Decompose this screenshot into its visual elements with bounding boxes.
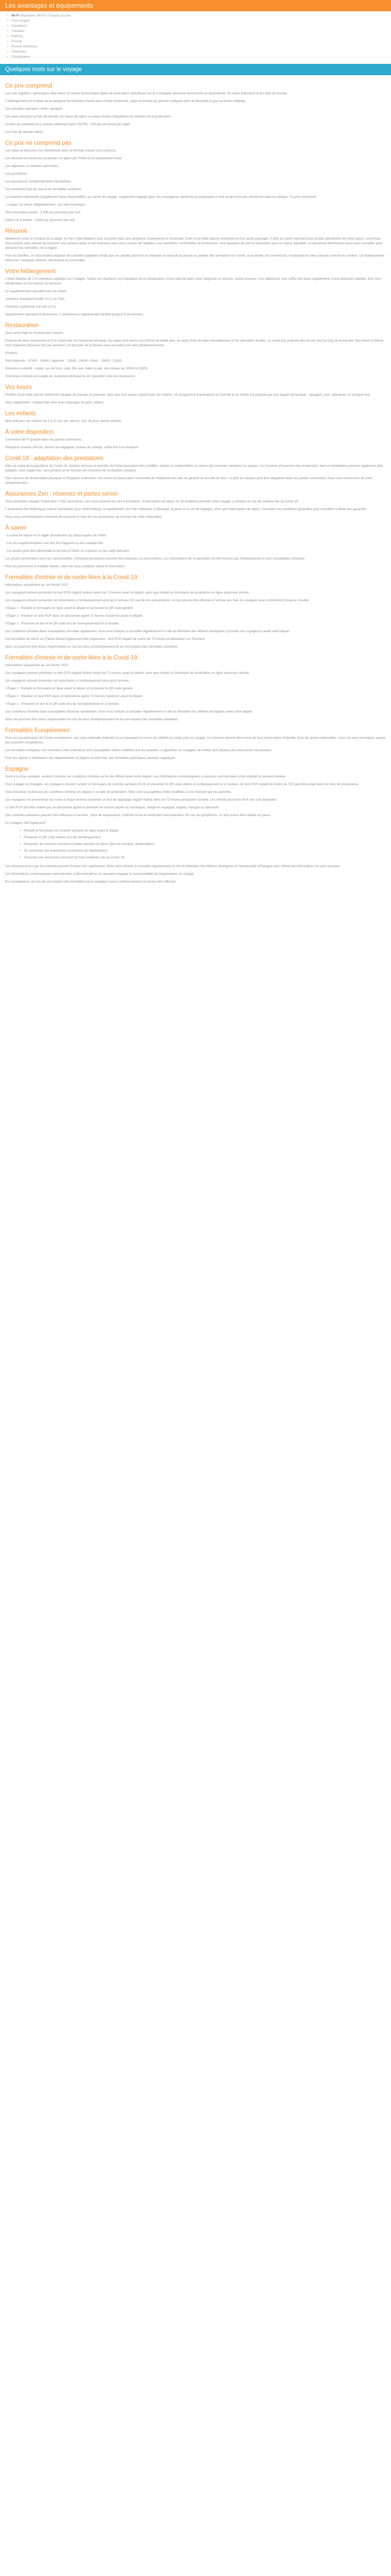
section-bullet-list: [5, 828, 386, 860]
section-paragraph: Les voyageurs doivent présenter un test PCR négatif réalisé moins de 72 heures avant le départ, ainsi que remplir un formulaire de localisation en ligne avant leur arrivée.: [5, 671, 250, 675]
advantage-item: [5, 13, 386, 19]
section-paragraph: L'assurance Zen Multirisque couvre l'annulation pour motif médical, le rapatriement, les frais médicaux à l'étranger, la perte ou le vol de bagages, ainsi que l'interruption de séjour. Consultez les conditions générales pour connaître le détail des garanties.: [5, 507, 368, 511]
section-paragraph: Les conditions d'entrée étant susceptibles d'évoluer rapidement, nous vous invitons à consulter régulièrement le site du Ministère des Affaires étrangères (Conseils aux voyageurs) avant votre départ.: [5, 630, 290, 633]
section-paragraph: Chambre supérieure vue mer (2+1).: [5, 305, 57, 309]
section-paragraph: Avec supplément : espace bien-être avec massages et soins, billard.: [5, 401, 104, 404]
section-band: Quelques mots sur le voyage: [0, 64, 391, 75]
section-paragraph: Les éventuels frais de visa et de formalités sanitaires,: [5, 188, 83, 191]
advantage-item-label: Tout compris: [11, 19, 30, 23]
section-paragraph: Pour les séjours à destination des départements et régions d'outre-mer, des formalités spécifiques peuvent s'appliquer.: [5, 756, 176, 760]
section-bullet-item: • Se conformer aux éventuelles restrictions de déplacement.: [5, 849, 386, 853]
section-paragraph: Les photos présentées sont non contractuelles. Certaines prestations peuvent être payantes ou saisonnières. Les informations de ce descriptif ont été fournies par l'établissement et sont susceptibles d'évoluer.: [5, 557, 305, 561]
main-content: [0, 82, 391, 884]
section-paragraph: Des contrôles sanitaires peuvent être effectués à l'arrivée : prise de température, contrôle visuel et vérification documentaire. En cas de symptômes, un test pourra être réalisé sur place.: [5, 814, 271, 817]
section-paragraph: Les dépenses à caractère personnel,: [5, 164, 59, 168]
section-title: Formalités d'entrée et de sortie liées à la Covid-19: [5, 655, 137, 661]
advantage-item-label: Télévision: [11, 50, 26, 54]
section-paragraph: Le test PCR doit être réalisé par un laboratoire agréé et présenté en version papier ou numérique, rédigé en espagnol, anglais, français ou allemand.: [5, 806, 220, 809]
content-section: [5, 766, 386, 810]
advantage-item-label: Piscine extérieure: [11, 45, 38, 48]
section-paragraph: - A payer sur place obligatoirement, une taxe touristique.: [5, 203, 87, 207]
section-title: Ce prix comprend: [5, 83, 52, 89]
section-paragraph: Des mesures de distanciation physique et d'hygiène renforcées sont mises en place dans l'ensemble de l'établissement afin de garantir la sécurité de tous. Le port du masque peut être obligatoire dans les parties communes. Nous vous remercions de votre compréhension.: [5, 477, 373, 485]
section-paragraph: Les formalités indiquées sont données à titre indicatif et sont susceptibles d'être modifiées par les autorités. Il appartient au voyageur de vérifier qu'il dispose des documents nécessaires.: [5, 749, 272, 752]
section-paragraph: Les pourboires,: [5, 172, 28, 176]
section-paragraph: Nous ne pourrons être tenus responsables en cas de refus d'embarquement lié au non-respect des formalités sanitaires.: [5, 718, 178, 721]
content-section: [5, 410, 386, 423]
advantage-item: [5, 34, 386, 39]
section-paragraph: Connexion Wi-Fi gratuite dans les parties communes.: [5, 438, 83, 442]
advantage-item: [5, 49, 386, 55]
advantage-item: [5, 44, 386, 49]
section-paragraph: Lit supplémentaire possible pour un enfant.: [5, 290, 68, 293]
section-title: Résumé: [5, 228, 27, 234]
section-paragraph: Les assurances complémentaires facultatives,: [5, 180, 72, 183]
section-title: À savoir: [5, 525, 27, 531]
content-section: [5, 813, 386, 860]
section-paragraph: • Étape 2 : Réaliser un test PCR dans un laboratoire agréé 72 heures maximum avant le départ.: [5, 694, 143, 698]
section-paragraph: Le voyageur doit également :: [5, 821, 47, 825]
content-section: [5, 574, 386, 649]
section-paragraph: Les services et excursions proposés sur place par l'hôtel ou le représentant local,: [5, 157, 122, 160]
section-paragraph: Les vols réguliers / génériques aller-retour en classe économique (base de réservation spécifique) sur la compagnie aérienne mentionnée ou équivalente, les taxes d'aéroport et les frais de dossier.: [5, 92, 288, 95]
advantages-list-container: [0, 11, 391, 64]
section-paragraph: Profitez d'une belle piscine extérieure équipée de transats et parasols, ainsi que d'un bassin séparé pour les enfants. Un programme d'animations en journée et en soirée est proposé par une équipe dynamique : aquagym, jeux, spectacles et musique live.: [5, 393, 371, 397]
section-paragraph: Appartement standard (4 personnes, 2 chambres) et appartement familial (jusqu'à 5 personnes).: [5, 313, 144, 316]
section-paragraph: • Étape 1 : Remplir le formulaire en ligne avant le départ et conserver le QR code généré.: [5, 687, 134, 690]
content-section: [5, 455, 386, 485]
section-paragraph: • Étape 3 : Présenter le test et le QR code lors de l'enregistrement et à l'arrivée.: [5, 702, 120, 706]
advantage-item-label: Parking: [11, 35, 23, 38]
section-bullet-item: • Remplir le formulaire de contrôle sanitaire en ligne avant le départ.: [5, 828, 386, 833]
section-paragraph: L'hôtel dispose de 174 chambres réparties sur 5 étages. Toutes les chambres sont équipées de la climatisation, d'une salle de bains avec baignoire ou douche, sèche-cheveux, d'un téléphone, d'un coffre-fort (avec supplément), d'une télévision satellite, d'un mini-réfrigérateur et d'un balcon ou terrasse.: [5, 277, 382, 285]
advantage-item-label: disponible (Wi-Fi) / Espace piscine: [19, 14, 71, 18]
advantage-item-strong: Wi-Fi: [11, 14, 20, 18]
section-paragraph: Vous souhaitez voyager l'esprit libre ? Nos assurances Zen vous couvrent en cas d'annulation, d'interruption de séjour ou de problème pendant votre voyage, y compris en cas de maladie liée au Covid-19.: [5, 500, 299, 503]
section-subtitle: Informations actualisées au 1er février 2021: [5, 664, 69, 667]
section-paragraph: Boissons à volonté : sodas, jus de fruits, café, thé, eau, bière locale, vins locaux de 10h00 à 23h00.: [5, 367, 148, 370]
content-section: [5, 524, 386, 569]
section-title: Votre hébergement: [5, 268, 56, 275]
section-title: Restauration: [5, 323, 39, 329]
section-title: Formalités d'entrée et de sortie liées à la Covid-19: [5, 574, 137, 581]
section-paragraph: Vous serez logé en formule tout compris.: [5, 331, 64, 335]
content-section: [5, 140, 386, 223]
section-paragraph: La chambre individuelle (supplément selon disponibilité), un carnet de voyage, supplément bagage (pour les compagnies aériennes le proposant) et tout ce qui n'est pas mentionné dans la rubrique "Ce prix comprend".: [5, 195, 318, 199]
advantage-item-label: Piscine: [11, 40, 22, 43]
advantage-item: [5, 24, 386, 29]
section-paragraph: Chambre Standard Double (2+1) ou Twin: [5, 297, 64, 301]
section-paragraph: Mini-club pour les enfants de 4 à 12 ans (en saison). Aire de jeux, bassin enfants.: [5, 419, 122, 423]
section-paragraph: • Étape 1 : Remplir le formulaire en ligne avant le départ et conserver le QR code généré.: [5, 606, 134, 610]
section-paragraph: Pour les ressortissants de l'Union européenne, une carte nationale d'identité ou un passeport en cours de validité est exigé pour ce voyage. Les mineurs doivent être munis de leur propre pièce d'identité. Pour les autres nationalités, merci de vous renseigner auprès des autorités compétentes.: [5, 736, 386, 744]
section-title: Les enfants: [5, 411, 36, 417]
section-paragraph: Dispose de deux restaurants et d'un snack-bar. Au restaurant principal, les repas sont servis sous forme de buffet avec un large choix de plats internationaux et de spécialités locales. Le snack-bar propose des en-cas tout au long de la journée. Des dîners à thème sont organisés plusieurs fois par semaine. Un bar près de la piscine vous accueille pour des rafraîchissements.: [5, 339, 384, 347]
section-paragraph: Pour les personnes à mobilité réduite, merci de nous contacter avant la réservation.: [5, 565, 126, 568]
section-paragraph: Taxe touristique locale : 3,00€ par personne par nuit,: [5, 211, 81, 214]
section-paragraph: Les voyageurs doivent présenter ces documents à l'embarquement ainsi qu'à l'arrivée.: [5, 679, 129, 683]
section-paragraph: Nous vous recommandons vivement de souscrire à l'une de nos assurances au moment de votre réservation.: [5, 515, 163, 519]
section-paragraph: - La caution peut être demandée à l'arrivée à l'hôtel, en espèces ou par carte bancaire.: [5, 549, 130, 553]
content-section: [5, 654, 386, 722]
section-paragraph: Suite à la crise sanitaire, veuillez consulter les conditions d'entrée sur le site officiel avant votre départ. Les informations communiquées ci-dessous sont données à titre indicatif et peuvent évoluer.: [5, 775, 286, 778]
section-paragraph: Petit-déjeuner : 07h30 - 10h00 / déjeuner : 12h30 - 14h30 / dîner : 19h00 - 21h30.: [5, 359, 123, 363]
content-section: [5, 864, 386, 884]
content-section: [5, 384, 386, 405]
section-paragraph: L'hébergement sur la base de la catégorie de chambre choisie dans l'hôtel mentionné, selon la formule de pension indiquée dans le descriptif et pour la durée indiquée.: [5, 99, 246, 103]
content-section: [5, 82, 386, 134]
section-paragraph: - La taxe de séjour est à régler directement sur place auprès de l'hôtel.: [5, 534, 107, 537]
section-paragraph: Idéalement situé en bordure de la plage, le Parc Hôtel Madeira vous accueille dans une ambiance chaleureuse et conviviale. Doté d'une belle piscine extérieure et d'un jardin paysager, il offre un cadre reposant pour profiter pleinement de votre séjour. La formule tout compris vous permet de savourer une cuisine variée et des boissons sans vous soucier de l'addition. Les chambres, confortables et lumineuses, sont équipées de tout le nécessaire pour un séjour agréable. Le personnel attentionné saura vous conseiller pour découvrir les merveilles de la région.: [5, 237, 383, 250]
advantage-item-label: Climatisation: [11, 55, 30, 59]
section-subtitle: Informations actualisées au 1er février 2021: [5, 583, 69, 587]
section-paragraph: Les repas et boissons non mentionnés dans la formule choisie (tout compris),: [5, 149, 117, 152]
section-paragraph: - Les lits supplémentaires sont des lits d'appoint ou des canapés-lits.: [5, 541, 104, 545]
section-paragraph: Les mesures prises par les autorités peuvent évoluer très rapidement. Nous vous invitons à consulter régulièrement le site du Ministère des Affaires étrangères et l'ambassade d'Espagne pour obtenir les informations les plus récentes.: [5, 865, 341, 868]
section-title: Assurances Zen : réservez et partez serein: [5, 491, 119, 497]
section-title: Vos loisirs: [5, 384, 32, 391]
section-paragraph: Les frais de dossier offerts.: [5, 130, 44, 134]
content-section: [5, 727, 386, 760]
content-section: [5, 490, 386, 519]
section-paragraph: • Étape 3 : Présenter le test et le QR code lors de l'enregistrement et à l'arrivée.: [5, 622, 120, 625]
advantage-item: [5, 55, 386, 60]
section-paragraph: Les voyageurs doivent présenter un test PCR négatif réalisé moins de 72 heures avant le départ, ainsi que remplir un formulaire de localisation en ligne avant leur arrivée.: [5, 591, 250, 595]
section-bullet-item: • Présenter le QR code obtenu lors de l'embarquement.: [5, 835, 386, 840]
section-title: Ce prix ne comprend pas: [5, 140, 72, 146]
content-section: [5, 268, 386, 317]
advantage-item: [5, 19, 386, 24]
section-title: Covid-19 : adaptation des prestations: [5, 455, 104, 462]
section-bullet-item: • Souscrire une assurance couvrant les frais médicaux liés au Covid-19.: [5, 855, 386, 860]
section-paragraph: Les formalités de retour en France doivent également être respectées : test PCR négatif de moins de 72 heures et attestation sur l'honneur.: [5, 637, 206, 641]
section-paragraph: Une tenue correcte est exigée au restaurant principal le soir (pantalon pour les messieurs).: [5, 375, 136, 378]
section-paragraph: Pour voyager en Espagne, les voyageurs doivent remplir un formulaire de contrôle sanitaire (FCS) et présenter le QR code obtenu à l'embarquement et à l'arrivée. Un test PCR négatif de moins de 72h peut être exigé selon la zone de provenance.: [5, 783, 359, 786]
advantages-header: Les avantages et équipements: [0, 0, 391, 11]
section-bullet-item: • Respecter les mesures sanitaires locales pendant le séjour (port du masque, distanciation).: [5, 842, 386, 846]
section-paragraph: Les informations communiquées sont données à titre indicatif et ne sauraient engager la responsabilité de l'organisateur du voyage.: [5, 872, 194, 876]
section-paragraph: Horaires :: [5, 351, 20, 355]
section-paragraph: Les voyageurs en provenance de zones à risque doivent présenter un test de dépistage négatif réalisé dans les 72 heures précédant l'arrivée. Les enfants de moins de 6 ans sont exemptés.: [5, 798, 278, 802]
section-title: À votre disposition: [5, 429, 54, 435]
section-paragraph: Nous ne pourrons être tenus responsables en cas de refus d'embarquement lié au non-respect des formalités sanitaires.: [5, 645, 178, 649]
advantage-item: [5, 29, 386, 34]
section-paragraph: La taxe de solidarité et la surtaxe carburant (taxe YQ/YR) : 126 par personne par trajet.: [5, 123, 131, 126]
advantages-list: [5, 13, 386, 60]
section-paragraph: En conséquence, en cas de non-respect des formalités par le voyageur, aucun remboursement ne pourra être effectué.: [5, 880, 177, 884]
section-paragraph: Les voyageurs doivent présenter ces documents à l'embarquement ainsi qu'à l'arrivée. En cas de non-présentation, un test pourra être effectué à l'arrivée aux frais du voyageur avec confinement jusqu'au résultat.: [5, 599, 309, 602]
advantage-item: [5, 39, 386, 44]
content-section: [5, 322, 386, 379]
section-title: Espagne: [5, 766, 29, 772]
section-title: Formalités Européennes: [5, 727, 70, 734]
advantage-item-label: Chambres: [11, 24, 27, 28]
section-paragraph: Hôtel 4 et 5 étoiles : 3,00€ par personne par nuit.: [5, 218, 76, 222]
advantage-item-label: Transfert: [11, 29, 25, 33]
section-paragraph: • Étape 2 : Réaliser un test PCR dans un laboratoire agréé 72 heures maximum avant le départ.: [5, 614, 143, 618]
section-paragraph: Dans le cadre de la pandémie de Covid-19, certains services et activités de l'hôtel pourraient être modifiés, réduits ou indisponibles en raison des mesures sanitaires en vigueur. Les horaires d'ouverture des restaurants, bars et installations peuvent également être adaptés, voire supprimés, sans préavis et en fonction de l'évolution de la situation sanitaire.: [5, 464, 383, 472]
content-section: [5, 228, 386, 263]
section-paragraph: Les conditions d'entrée étant susceptibles d'évoluer rapidement, nous vous invitons à consulter régulièrement le site du Ministère des Affaires étrangères avant votre départ.: [5, 710, 253, 714]
section-paragraph: Les transferts aéroport / hôtel / aéroport.: [5, 107, 63, 111]
section-paragraph: Vous trouverez ci-dessous les conditions d'entrée en vigueur à la date de publication. Elles sont susceptibles d'être modifiées à tout moment par les autorités.: [5, 790, 232, 794]
content-section: [5, 429, 386, 450]
section-paragraph: Les taxes aéroport et frais de dossier, les taxes de séjour ou taxes locales obligatoires au moment de la publication.: [5, 115, 172, 118]
section-paragraph: Pour les familles, un club enfants propose des activités adaptées tandis que les adultes pourront se détendre au bord de la piscine ou profiter des animations en soirée. À proximité, les commerces, restaurants et sites culturels raviront les curieux. Un établissement idéal pour conjuguer détente, découverte et convivialité.: [5, 254, 385, 262]
section-paragraph: Réception ouverte 24h/24, service de bagagerie, bureau de change, coffre-fort à la réception.: [5, 446, 139, 449]
